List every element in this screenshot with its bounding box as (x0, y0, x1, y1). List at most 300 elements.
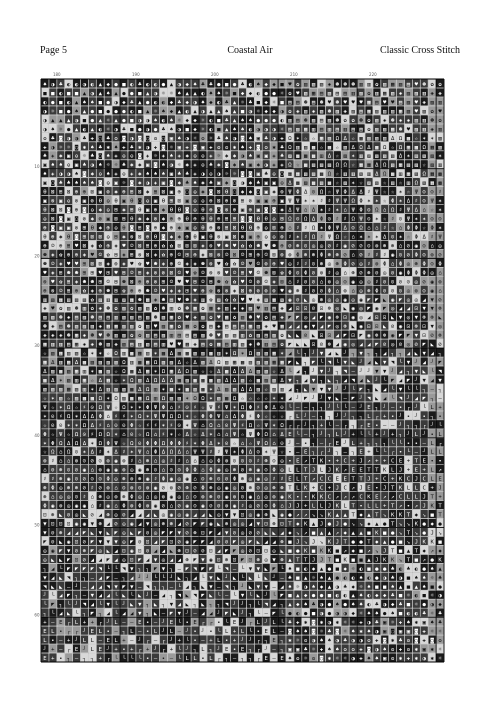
stitch-symbol: ▥ (106, 297, 110, 303)
stitch-symbol: ✿ (241, 243, 245, 249)
stitch-symbol: Φ (407, 226, 411, 232)
stitch-cell (302, 277, 309, 286)
stitch-symbol: Ө (43, 208, 47, 214)
stitch-symbol: ◎ (359, 315, 363, 321)
stitch-symbol: ♯ (328, 270, 331, 276)
stitch-symbol: ♥ (257, 315, 261, 321)
stitch-cell (255, 223, 262, 232)
stitch-cell (357, 330, 364, 339)
stitch-cell (89, 277, 96, 286)
stitch-symbol: ▥ (83, 369, 87, 375)
stitch-symbol: ☻ (91, 333, 95, 339)
stitch-cell (405, 169, 412, 178)
stitch-symbol: ▧ (75, 297, 79, 303)
stitch-symbol: ✱ (146, 190, 150, 196)
stitch-cell (136, 223, 143, 232)
stitch-cell (89, 169, 96, 178)
stitch-cell (350, 330, 357, 339)
stitch-cell (294, 304, 301, 313)
stitch-cell (421, 313, 428, 322)
stitch-cell (239, 124, 246, 133)
stitch-cell (326, 106, 333, 115)
stitch-cell (65, 124, 72, 133)
stitch-cell (263, 339, 270, 348)
stitch-symbol: ◙ (224, 162, 229, 169)
stitch-cell (310, 348, 317, 357)
stitch-symbol: ▦ (399, 163, 403, 169)
stitch-cell (421, 196, 428, 205)
stitch-symbol: ☆ (359, 181, 363, 187)
stitch-symbol: ◤ (288, 360, 292, 366)
stitch-cell (191, 268, 198, 277)
stitch-cell (334, 268, 341, 277)
stitch-symbol: ⊞ (122, 270, 125, 276)
stitch-symbol: ✿ (351, 118, 355, 124)
stitch-cell (184, 196, 191, 205)
stitch-symbol: ☆ (106, 351, 110, 357)
stitch-symbol: ◑ (265, 163, 269, 169)
stitch-cell (65, 250, 72, 259)
stitch-symbol: ▧ (51, 315, 55, 321)
stitch-symbol: ◙ (58, 135, 63, 142)
stitch-cell (191, 232, 198, 241)
stitch-symbol: ◢ (423, 297, 427, 303)
stitch-symbol: ✿ (430, 109, 434, 115)
stitch-cell (191, 259, 198, 268)
stitch-symbol: ▲ (83, 91, 87, 97)
stitch-symbol: ◤ (399, 333, 403, 339)
stitch-cell (342, 223, 349, 232)
stitch-symbol: ⊗ (265, 261, 268, 267)
stitch-cell (97, 151, 104, 160)
stitch-cell (176, 357, 183, 366)
stitch-cell (81, 259, 88, 268)
stitch-cell (286, 259, 293, 268)
stitch-cell (97, 304, 104, 313)
stitch-cell (81, 142, 88, 151)
stitch-symbol: ◎ (407, 315, 411, 321)
stitch-symbol: ⊗ (154, 279, 157, 285)
stitch-symbol: Ө (201, 226, 205, 232)
stitch-cell (231, 196, 238, 205)
stitch-cell (136, 169, 143, 178)
stitch-cell (318, 313, 325, 322)
stitch-cell (239, 348, 246, 357)
stitch-symbol: ◈ (344, 109, 348, 115)
stitch-symbol: ✶ (415, 217, 419, 223)
stitch-symbol: Ө (209, 234, 213, 240)
stitch-cell (136, 79, 143, 88)
stitch-cell (231, 142, 238, 151)
stitch-symbol: ▣ (67, 154, 71, 160)
stitch-cell (421, 160, 428, 169)
stitch-cell (49, 133, 56, 142)
stitch-symbol: ◢ (296, 324, 300, 330)
stitch-symbol: ⊠ (233, 226, 236, 232)
stitch-cell (381, 115, 388, 124)
stitch-symbol: Ω (304, 217, 308, 223)
stitch-symbol: ☺ (201, 270, 205, 276)
stitch-symbol: ◈ (280, 315, 284, 321)
stitch-cell (421, 151, 428, 160)
stitch-symbol: ✿ (367, 118, 371, 124)
stitch-symbol: ✶ (312, 199, 316, 205)
stitch-symbol: ▤ (185, 333, 189, 339)
stitch-symbol: ◉ (351, 315, 355, 321)
stitch-symbol: ▣ (225, 234, 229, 240)
stitch-cell (350, 295, 357, 304)
stitch-symbol: ⊕ (138, 279, 141, 285)
stitch-cell (223, 322, 230, 331)
stitch-cell (405, 295, 412, 304)
stitch-symbol: Ө (265, 217, 269, 223)
stitch-cell (381, 339, 388, 348)
stitch-cell (105, 304, 112, 313)
stitch-symbol: ✿ (344, 118, 348, 124)
stitch-cell (397, 295, 404, 304)
stitch-cell (429, 79, 436, 88)
stitch-symbol: ⌂ (351, 252, 354, 258)
stitch-symbol: ☆ (328, 190, 332, 196)
stitch-cell (168, 133, 175, 142)
stitch-cell (73, 169, 80, 178)
stitch-cell (286, 241, 293, 250)
stitch-symbol: ⊕ (154, 243, 157, 249)
stitch-symbol: ☻ (272, 243, 276, 249)
stitch-cell (128, 223, 135, 232)
stitch-cell (65, 115, 72, 124)
stitch-cell (318, 106, 325, 115)
stitch-cell (421, 133, 428, 142)
stitch-symbol: ♠ (75, 109, 79, 115)
stitch-cell (326, 133, 333, 142)
stitch-symbol: ⊠ (114, 217, 117, 223)
stitch-symbol: ◈ (201, 252, 205, 258)
stitch-cell (144, 214, 151, 223)
stitch-cell (365, 322, 372, 331)
stitch-symbol: ♯ (367, 261, 370, 267)
stitch-cell (41, 79, 48, 88)
stitch-symbol: ⊛ (351, 270, 355, 276)
stitch-cell (73, 106, 80, 115)
stitch-cell (176, 169, 183, 178)
stitch-symbol: ✿ (201, 306, 205, 312)
stitch-symbol: ◈ (193, 315, 197, 321)
stitch-symbol: ⊕ (201, 288, 204, 294)
stitch-cell (318, 259, 325, 268)
stitch-symbol: ⊡ (312, 342, 315, 348)
stitch-cell (247, 160, 254, 169)
stitch-cell (294, 214, 301, 223)
stitch-symbol: ✱ (178, 234, 182, 240)
stitch-symbol: ⊞ (67, 279, 70, 285)
stitch-symbol: ■ (130, 127, 134, 133)
column-tick-label: 190 (132, 72, 140, 77)
stitch-symbol: ✿ (59, 252, 63, 258)
stitch-symbol: ◤ (399, 297, 403, 303)
stitch-cell (278, 88, 285, 97)
stitch-cell (255, 79, 262, 88)
stitch-cell (231, 115, 238, 124)
stitch-cell (278, 286, 285, 295)
stitch-symbol: ▧ (391, 163, 395, 169)
stitch-cell (81, 97, 88, 106)
stitch-symbol: ⊚ (320, 270, 324, 276)
stitch-symbol: ⊗ (217, 234, 220, 240)
stitch-symbol: ⊘ (312, 306, 315, 312)
stitch-symbol: ʘ (201, 163, 205, 169)
stitch-symbol: ☻ (391, 118, 395, 124)
stitch-symbol: ⊚ (328, 279, 332, 285)
stitch-cell (223, 97, 230, 106)
stitch-cell (81, 214, 88, 223)
stitch-symbol: ⊛ (296, 243, 300, 249)
stitch-cell (65, 313, 72, 322)
stitch-cell (357, 196, 364, 205)
stitch-symbol: Ө (122, 226, 126, 232)
stitch-symbol: ◑ (178, 82, 182, 88)
stitch-symbol: ◤ (407, 333, 411, 339)
stitch-cell (41, 133, 48, 142)
stitch-cell (191, 304, 198, 313)
stitch-symbol: ⊙ (351, 226, 354, 232)
stitch-symbol: ♠ (106, 91, 110, 97)
stitch-cell (310, 313, 317, 322)
stitch-cell (152, 223, 159, 232)
stitch-symbol: ▼ (430, 306, 434, 312)
stitch-cell (41, 286, 48, 295)
stitch-cell (176, 160, 183, 169)
stitch-cell (294, 187, 301, 196)
stitch-symbol: ◙ (271, 207, 276, 214)
stitch-symbol: ▦ (146, 360, 150, 366)
stitch-cell (294, 250, 301, 259)
stitch-cell (168, 169, 175, 178)
stitch-cell (207, 357, 214, 366)
stitch-cell (405, 214, 412, 223)
stitch-cell (357, 339, 364, 348)
stitch-cell (128, 366, 135, 375)
stitch-symbol: ⊕ (154, 208, 157, 214)
stitch-symbol: ◉ (359, 297, 363, 303)
stitch-symbol: ▣ (280, 199, 284, 205)
stitch-symbol: ☻ (99, 342, 103, 348)
stitch-cell (421, 241, 428, 250)
stitch-symbol: Ө (67, 234, 71, 240)
stitch-symbol: ● (114, 109, 118, 115)
stitch-symbol: ⊗ (217, 252, 220, 258)
stitch-symbol: Ө (193, 234, 197, 240)
stitch-symbol: ♥ (99, 270, 103, 276)
stitch-cell (436, 79, 443, 88)
stitch-symbol: ⌂ (367, 226, 370, 232)
stitch-cell (373, 259, 380, 268)
stitch-cell (57, 115, 64, 124)
stitch-cell (310, 124, 317, 133)
stitch-symbol: ⊠ (209, 252, 212, 258)
stitch-cell (263, 106, 270, 115)
stitch-symbol: ☆ (83, 351, 87, 357)
stitch-symbol: ⊘ (399, 279, 402, 285)
stitch-cell (239, 259, 246, 268)
stitch-cell (57, 205, 64, 214)
stitch-cell (334, 79, 341, 88)
stitch-symbol: ♣ (91, 154, 95, 160)
stitch-cell (302, 295, 309, 304)
stitch-symbol: ✚ (178, 154, 182, 160)
stitch-cell (405, 339, 412, 348)
stitch-cell (421, 178, 428, 187)
stitch-symbol: ☼ (178, 118, 182, 124)
stitch-symbol: ♥ (193, 288, 197, 294)
stitch-symbol: ☼ (280, 91, 284, 97)
stitch-symbol: ▧ (328, 136, 332, 142)
stitch-cell (421, 357, 428, 366)
stitch-cell (389, 277, 396, 286)
stitch-cell (152, 97, 159, 106)
stitch-symbol: ◑ (51, 82, 55, 88)
stitch-cell (120, 357, 127, 366)
stitch-symbol: ☺ (225, 252, 229, 258)
stitch-symbol: ◈ (201, 243, 205, 249)
stitch-cell (168, 196, 175, 205)
stitch-cell (49, 115, 56, 124)
stitch-symbol: ▨ (430, 100, 434, 106)
stitch-cell (413, 196, 420, 205)
stitch-symbol: ⊘ (407, 252, 410, 258)
stitch-cell (318, 205, 325, 214)
stitch-symbol: ♯ (375, 279, 378, 285)
stitch-cell (136, 286, 143, 295)
stitch-cell (302, 330, 309, 339)
stitch-cell (397, 357, 404, 366)
stitch-cell (215, 196, 222, 205)
stitch-cell (286, 348, 293, 357)
stitch-symbol: ▣ (146, 208, 150, 214)
stitch-cell (294, 142, 301, 151)
stitch-symbol: ▩ (312, 145, 316, 151)
stitch-cell (160, 79, 167, 88)
stitch-cell (342, 160, 349, 169)
stitch-cell (81, 304, 88, 313)
stitch-symbol: ♥ (241, 279, 245, 285)
stitch-cell (89, 322, 96, 331)
stitch-symbol: ◈ (217, 306, 221, 312)
stitch-cell (41, 232, 48, 241)
stitch-cell (120, 330, 127, 339)
stitch-cell (207, 151, 214, 160)
stitch-symbol: ◈ (296, 109, 300, 115)
stitch-cell (334, 330, 341, 339)
stitch-symbol: ⊠ (272, 226, 275, 232)
stitch-symbol: ▥ (399, 172, 403, 178)
stitch-cell (223, 250, 230, 259)
stitch-cell (271, 322, 278, 331)
stitch-cell (326, 88, 333, 97)
stitch-symbol: ◈ (257, 297, 261, 303)
stitch-cell (373, 286, 380, 295)
stitch-cell (215, 151, 222, 160)
stitch-cell (105, 232, 112, 241)
stitch-cell (184, 169, 191, 178)
stitch-cell (152, 214, 159, 223)
stitch-cell (49, 250, 56, 259)
stitch-symbol: ⊘ (407, 243, 410, 249)
stitch-cell (405, 286, 412, 295)
stitch-cell (199, 259, 206, 268)
stitch-cell (223, 151, 230, 160)
stitch-symbol: ◑ (185, 136, 189, 142)
stitch-cell (128, 241, 135, 250)
stitch-cell (97, 160, 104, 169)
stitch-cell (365, 277, 372, 286)
stitch-symbol: ⊚ (288, 252, 292, 258)
stitch-symbol: ◎ (438, 243, 442, 249)
stitch-symbol: ◢ (423, 360, 427, 366)
stitch-symbol: ♣ (185, 172, 189, 178)
stitch-symbol: ✱ (249, 181, 253, 187)
stitch-cell (73, 88, 80, 97)
stitch-cell (136, 241, 143, 250)
stitch-cell (397, 124, 404, 133)
stitch-symbol: ⊡ (423, 333, 426, 339)
stitch-cell (144, 241, 151, 250)
stitch-symbol: Ψ (336, 226, 340, 232)
stitch-cell (381, 241, 388, 250)
stitch-cell (65, 232, 72, 241)
stitch-cell (318, 357, 325, 366)
stitch-cell (239, 214, 246, 223)
stitch-symbol: ◈ (51, 333, 55, 339)
stitch-cell (160, 205, 167, 214)
stitch-cell (286, 160, 293, 169)
stitch-cell (184, 205, 191, 214)
stitch-symbol: ☆ (383, 199, 387, 205)
stitch-cell (41, 277, 48, 286)
stitch-cell (136, 115, 143, 124)
stitch-symbol: ▩ (225, 369, 229, 375)
stitch-symbol: ◉ (344, 342, 348, 348)
stitch-cell (152, 322, 159, 331)
stitch-cell (112, 124, 119, 133)
stitch-cell (176, 232, 183, 241)
stitch-cell (429, 196, 436, 205)
stitch-symbol: ♠ (225, 136, 229, 142)
stitch-symbol: ◙ (161, 135, 166, 142)
stitch-cell (255, 268, 262, 277)
stitch-cell (89, 304, 96, 313)
stitch-symbol: ⊞ (130, 208, 133, 214)
stitch-symbol: ♥ (249, 297, 253, 303)
stitch-symbol: ▤ (178, 333, 182, 339)
stitch-symbol: ▦ (43, 342, 47, 348)
stitch-cell (342, 322, 349, 331)
stitch-cell (302, 223, 309, 232)
stitch-symbol: ◎ (336, 306, 340, 312)
stitch-cell (105, 106, 112, 115)
stitch-cell (421, 124, 428, 133)
stitch-cell (207, 88, 214, 97)
stitch-cell (105, 286, 112, 295)
stitch-symbol: ⊡ (296, 306, 299, 312)
stitch-symbol: ♠ (83, 181, 87, 187)
stitch-cell (357, 286, 364, 295)
stitch-symbol: ⊚ (438, 279, 442, 285)
stitch-cell (199, 357, 206, 366)
stitch-symbol: ⊕ (185, 234, 188, 240)
stitch-cell (397, 313, 404, 322)
stitch-symbol: ⊞ (130, 252, 133, 258)
